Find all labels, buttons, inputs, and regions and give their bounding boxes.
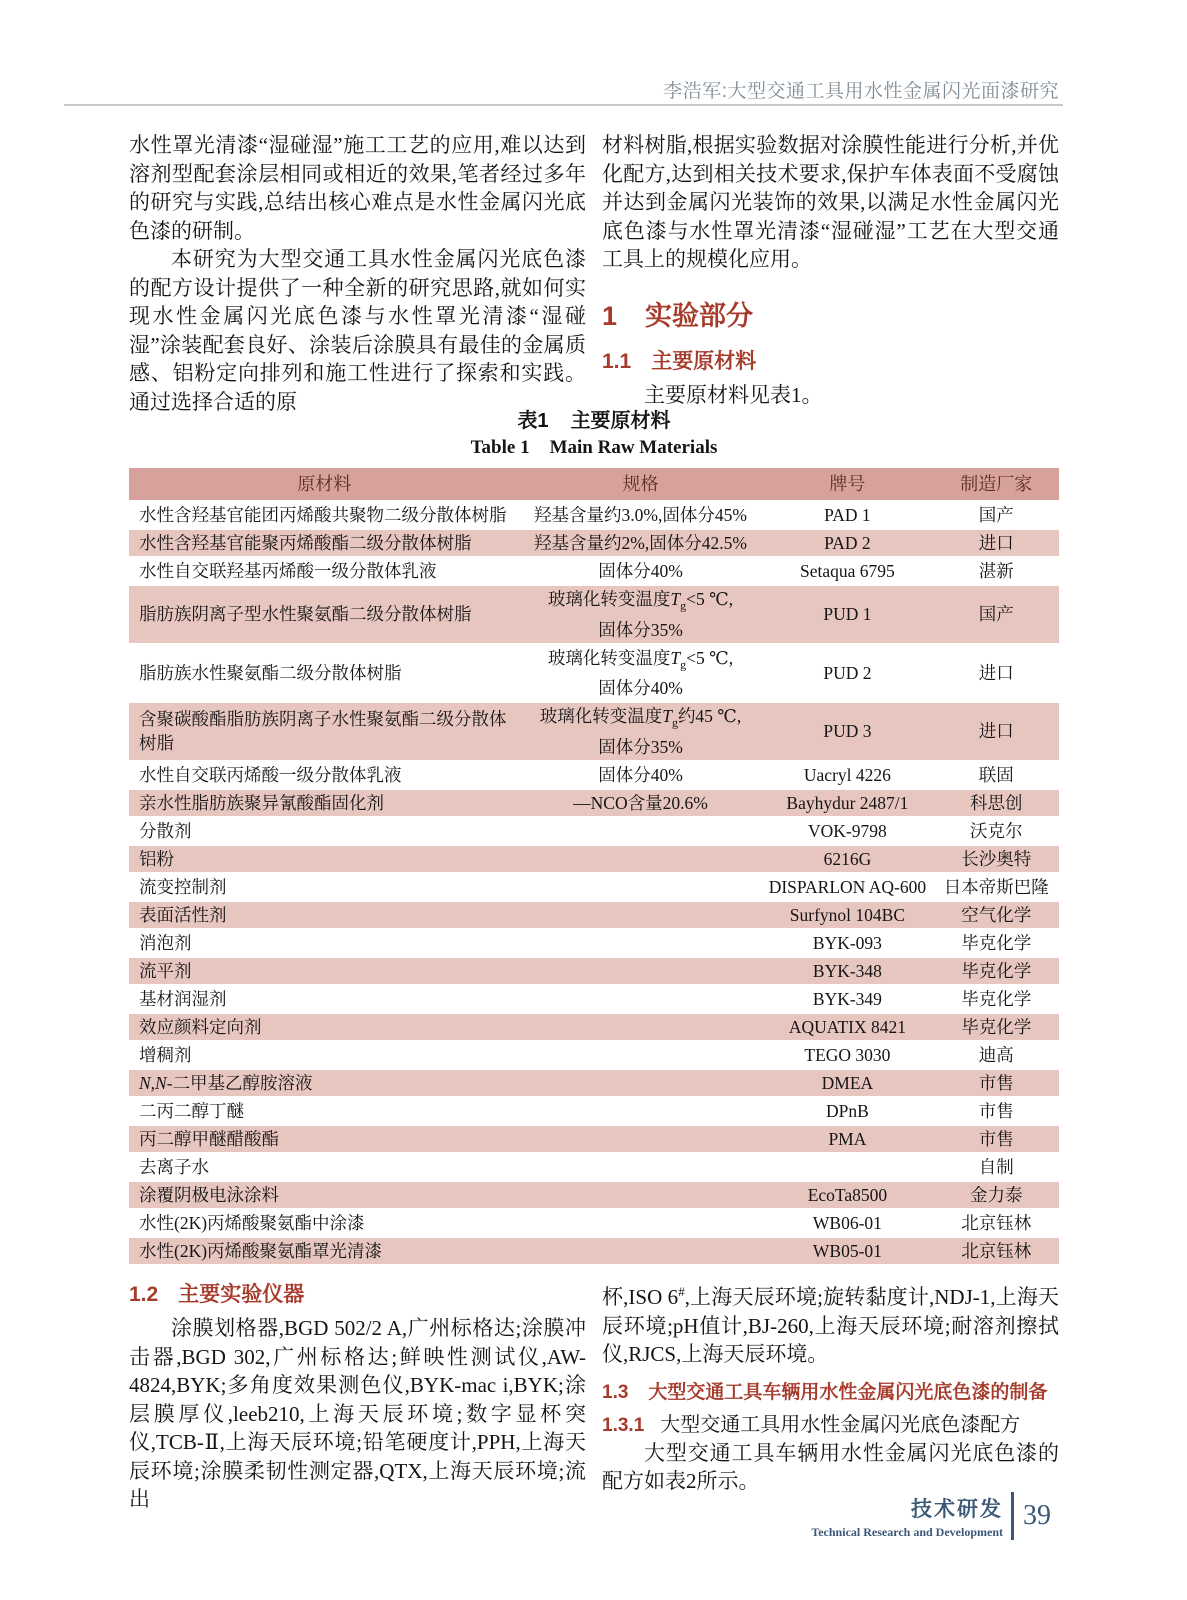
cell-material: 水性(2K)丙烯酸聚氨酯中涂漆 [129,1209,520,1237]
footer-section-name [811,1493,1003,1540]
cell-brand: PAD 1 [761,501,933,529]
cell-material: 含聚碳酸酯脂肪族阴离子水性聚氨酯二级分散体树脂 [129,702,520,761]
cell-material: 二丙二醇丁醚 [129,1097,520,1125]
cell-material: 水性含羟基官能团丙烯酸共聚物二级分散体树脂 [129,501,520,529]
cell-spec [520,1069,762,1097]
cell-brand: 6216G [761,845,933,873]
cell-manufacturer: 国产 [933,501,1059,529]
cell-manufacturer: 进口 [933,644,1059,703]
cell-material: 亲水性脂肪族聚异氰酸酯固化剂 [129,789,520,817]
cell-material: 基材润湿剂 [129,985,520,1013]
table-row [129,761,1059,789]
cell-brand: PUD 3 [761,702,933,761]
section-heading-1-2: 1.2 主要实验仪器 [129,1283,305,1306]
cell-material: 水性自交联丙烯酸一级分散体乳液 [129,761,520,789]
cell-material: 脂肪族水性聚氨酯二级分散体树脂 [129,644,520,703]
cell-brand: PMA [761,1125,933,1153]
table-row [129,1125,1059,1153]
table-header-row [129,468,1059,501]
cell-brand: BYK-349 [761,985,933,1013]
bottom-left-column [129,1278,586,1514]
cell-brand: PAD 2 [761,529,933,557]
top-right-column [602,131,1059,416]
cell-manufacturer: 市售 [933,1069,1059,1097]
cell-brand: PUD 1 [761,585,933,644]
cell-brand: DMEA [761,1069,933,1097]
cell-material: 铝粉 [129,845,520,873]
cell-manufacturer: 沃克尔 [933,817,1059,845]
table-row [129,501,1059,529]
cell-brand: WB05-01 [761,1237,933,1264]
section-heading-1: 1 实验部分 [602,300,754,331]
cell-brand: Surfynol 104BC [761,901,933,929]
footer-divider [1011,1492,1014,1540]
table-row [129,1069,1059,1097]
page-number: 39 [1023,1500,1051,1531]
paragraph: 杯,ISO 6#,上海天辰环境;旋转黏度计,NDJ-1,上海天辰环境;pH值计,BJ-260,上海天辰环境;耐溶剂擦拭仪,RJCS,上海天辰环境。 [602,1284,1059,1366]
cell-brand: PUD 2 [761,644,933,703]
table1-title-cn: 表1 主要原材料 [517,410,671,432]
cell-spec [520,901,762,929]
cell-manufacturer: 日本帝斯巴隆 [933,873,1059,901]
cell-spec: 玻璃化转变温度$T_g$约45 ℃, 固体分35% [520,702,762,761]
paragraph: 主要原材料见表1。 [644,382,823,407]
cell-brand: VOK-9798 [761,817,933,845]
cell-manufacturer: 金力泰 [933,1181,1059,1209]
cell-material: 效应颜料定向剂 [129,1013,520,1041]
cell-material: 水性自交联羟基丙烯酸一级分散体乳液 [129,557,520,585]
cell-material: N,N-二甲基乙醇胺溶液 [129,1069,520,1097]
table-row [129,985,1059,1013]
cell-brand: Setaqua 6795 [761,557,933,585]
cell-brand: TEGO 3030 [761,1041,933,1069]
cell-manufacturer: 国产 [933,585,1059,644]
table-row [129,1013,1059,1041]
cell-spec [520,929,762,957]
cell-spec: 羟基含量约3.0%,固体分45% [520,501,762,529]
footer-section-cn: 技术研发 [911,1497,1003,1521]
footer-section-en: Technical Research and Development [811,1524,1003,1539]
cell-brand [761,1153,933,1181]
cell-brand: BYK-093 [761,929,933,957]
top-columns [129,131,1059,416]
table-row [129,644,1059,703]
cell-manufacturer: 毕克化学 [933,1013,1059,1041]
table-row [129,1237,1059,1264]
cell-spec: 固体分40% [520,761,762,789]
section-heading-1-3: 1.3 大型交通工具车辆用水性金属闪光底色漆的制备 [602,1381,1048,1403]
cell-spec: 羟基含量约2%,固体分42.5% [520,529,762,557]
cell-brand: DPnB [761,1097,933,1125]
table-row [129,929,1059,957]
cell-material: 分散剂 [129,817,520,845]
table1-title-en: Table 1 Main Raw Materials [470,437,718,458]
cell-spec [520,1237,762,1264]
cell-brand: WB06-01 [761,1209,933,1237]
cell-spec [520,817,762,845]
cell-brand: Bayhydur 2487/1 [761,789,933,817]
cell-spec [520,845,762,873]
paragraph: 水性罩光清漆“湿碰湿”施工工艺的应用,难以达到溶剂型配套涂层相同或相近的效果,笔者经过多年的研究与实践,总结出核心难点是水性金属闪光底色漆的研制。 [129,133,586,243]
cell-spec: 固体分40% [520,557,762,585]
cell-manufacturer: 北京钰林 [933,1237,1059,1264]
bottom-columns [129,1278,1059,1514]
table-row [129,873,1059,901]
cell-spec [520,1181,762,1209]
table-row [129,529,1059,557]
cell-material: 水性含羟基官能聚丙烯酸酯二级分散体树脂 [129,529,520,557]
cell-spec [520,1153,762,1181]
cell-material: 水性(2K)丙烯酸聚氨酯罩光清漆 [129,1237,520,1264]
cell-manufacturer: 空气化学 [933,901,1059,929]
cell-manufacturer: 毕克化学 [933,957,1059,985]
table-row [129,585,1059,644]
cell-material: 消泡剂 [129,929,520,957]
cell-manufacturer: 北京钰林 [933,1209,1059,1237]
table-row [129,817,1059,845]
cell-spec [520,985,762,1013]
table1-block [129,404,1059,1264]
table-row [129,557,1059,585]
table1 [129,468,1059,1264]
cell-manufacturer: 进口 [933,529,1059,557]
cell-manufacturer: 湛新 [933,557,1059,585]
cell-spec [520,1041,762,1069]
table-row [129,789,1059,817]
section-heading-1-3-1: 1.3.1 大型交通工具用水性金属闪光底色漆配方 [602,1413,1021,1436]
cell-spec: 玻璃化转变温度$T_g<5$ ℃, 固体分40% [520,644,762,703]
paragraph: 材料树脂,根据实验数据对涂膜性能进行分析,并优化配方,达到相关技术要求,保护车体表面不受腐蚀并达到金属闪光装饰的效果,以满足水性金属闪光底色漆与水性罩光清漆“湿碰湿”工艺在大型交通工具上的规模化应用。 [602,133,1059,271]
cell-spec: —NCO含量20.6% [520,789,762,817]
cell-manufacturer: 自制 [933,1153,1059,1181]
cell-material: 流变控制剂 [129,873,520,901]
cell-material: 表面活性剂 [129,901,520,929]
cell-material: 去离子水 [129,1153,520,1181]
cell-manufacturer: 联固 [933,761,1059,789]
paragraph: 大型交通工具车辆用水性金属闪光底色漆的配方如表2所示。 [602,1440,1059,1493]
table-row [129,1181,1059,1209]
cell-brand: DISPARLON AQ-600 [761,873,933,901]
paragraph: 涂膜划格器,BGD 502/2 A,广州标格达;涂膜冲击器,BGD 302,广州标格达;鲜映性测试仪,AW-4824,BYK;多角度效果测色仪,BYK-mac i,BYK;涂层膜厚仪,leeb210,上海天辰环境;数字显杯突仪,TCB-Ⅱ,上海天辰环境;铅笔硬度计,PPH,上海天辰环境;涂膜柔韧性测定器,QTX,上海天辰环境;流出 [129,1316,586,1511]
cell-manufacturer: 进口 [933,702,1059,761]
column-header-material: 原材料 [129,468,520,501]
cell-brand: BYK-348 [761,957,933,985]
cell-material: 流平剂 [129,957,520,985]
cell-spec: 玻璃化转变温度$T_g<5$ ℃, 固体分35% [520,585,762,644]
bottom-right-column [602,1278,1059,1514]
cell-material: 脂肪族阴离子型水性聚氨酯二级分散体树脂 [129,585,520,644]
cell-spec [520,957,762,985]
cell-spec [520,1097,762,1125]
paragraph: 本研究为大型交通工具水性金属闪光底色漆的配方设计提供了一种全新的研究思路,就如何实现水性金属闪光底色漆与水性罩光清漆“湿碰湿”涂装配套良好、涂装后涂膜具有最佳的金属质感、铝粉定向排列和施工性进行了探索和实践。通过选择合适的原 [129,247,586,414]
cell-manufacturer: 毕克化学 [933,929,1059,957]
cell-material: 增稠剂 [129,1041,520,1069]
top-left-column [129,131,586,416]
header-divider [64,104,1063,106]
cell-manufacturer: 科思创 [933,789,1059,817]
cell-manufacturer: 长沙奥特 [933,845,1059,873]
column-header-spec: 规格 [520,468,762,501]
cell-manufacturer: 毕克化学 [933,985,1059,1013]
table-row [129,702,1059,761]
running-head: 李浩军:大型交通工具用水性金属闪光面漆研究 [663,81,1059,102]
cell-material: 丙二醇甲醚醋酸酯 [129,1125,520,1153]
table-row [129,901,1059,929]
cell-manufacturer: 市售 [933,1125,1059,1153]
cell-manufacturer: 市售 [933,1097,1059,1125]
table-row [129,845,1059,873]
cell-spec [520,1209,762,1237]
cell-brand: EcoTa8500 [761,1181,933,1209]
column-header-manufacturer: 制造厂家 [933,468,1059,501]
table-row [129,1041,1059,1069]
cell-material: 涂覆阴极电泳涂料 [129,1181,520,1209]
cell-manufacturer: 迪高 [933,1041,1059,1069]
table-row [129,1097,1059,1125]
table-row [129,1153,1059,1181]
column-header-brand: 牌号 [761,468,933,501]
table-row [129,957,1059,985]
cell-brand: Uacryl 4226 [761,761,933,789]
footer [811,1492,1051,1540]
cell-spec [520,873,762,901]
cell-spec [520,1013,762,1041]
cell-brand: AQUATIX 8421 [761,1013,933,1041]
cell-spec [520,1125,762,1153]
table-row [129,1209,1059,1237]
section-heading-1-1: 1.1 主要原材料 [602,349,757,373]
